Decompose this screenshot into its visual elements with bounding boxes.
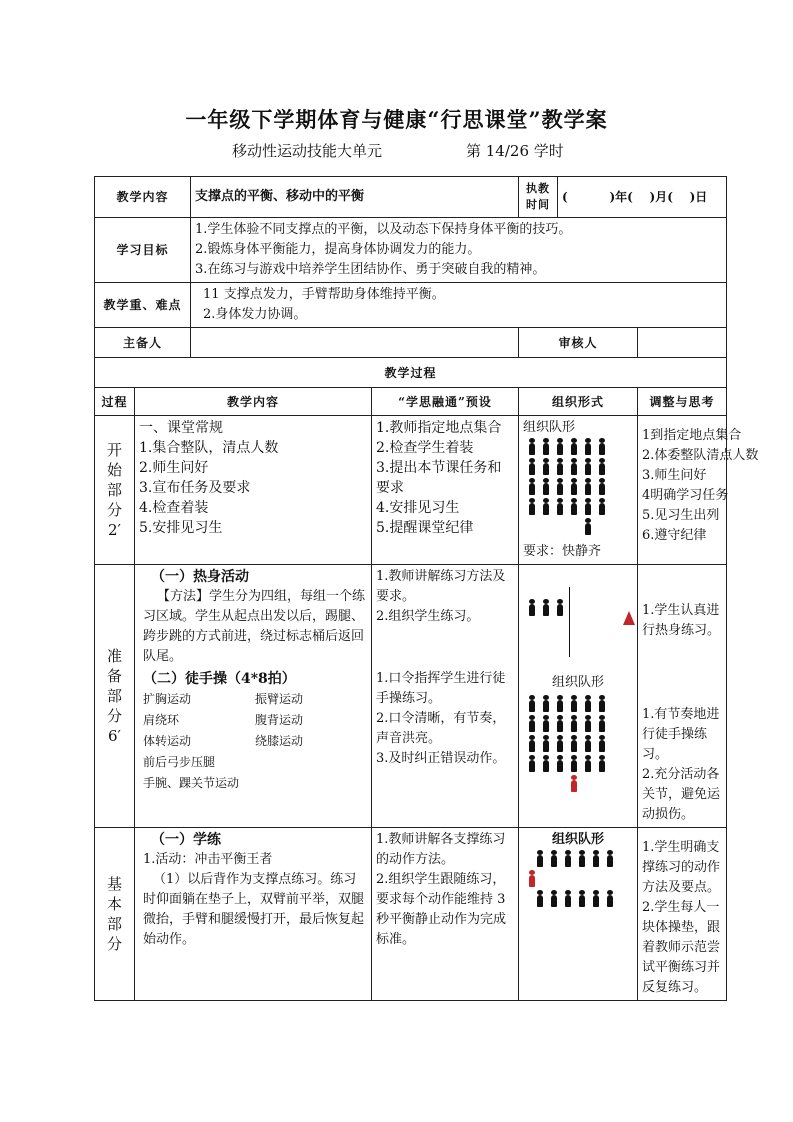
key-item: 2.身体发力协调。 bbox=[203, 307, 307, 322]
goal-item: 3.在练习与游戏中培养学生团结协作、勇于突破自我的精神。 bbox=[195, 262, 546, 277]
student-icon bbox=[543, 483, 549, 495]
student-icon bbox=[557, 463, 563, 475]
student-icon bbox=[543, 700, 549, 712]
student-icon bbox=[571, 463, 577, 475]
student-icon bbox=[529, 700, 535, 712]
student-icon bbox=[585, 720, 591, 732]
student-icon bbox=[571, 740, 577, 752]
student-icon bbox=[557, 740, 563, 752]
student-icon bbox=[585, 700, 591, 712]
student-icon bbox=[543, 760, 549, 772]
col-header-preset: “学思融通”预设 bbox=[372, 388, 519, 416]
basic-preset: 1.教师讲解各支撑练习的动作方法。 2.组织学生跟随练习，要求每个动作能维持 3 秒平衡静止动作为完成标准。 bbox=[372, 828, 519, 1001]
formation-diagram bbox=[523, 693, 633, 799]
student-icon bbox=[543, 443, 549, 455]
student-icon bbox=[543, 720, 549, 732]
cone-icon bbox=[623, 611, 635, 625]
student-icon bbox=[599, 720, 605, 732]
student-icon bbox=[599, 700, 605, 712]
start-preset: 1.教师指定地点集合 2.检查学生着装 3.提出本节课任务和要求 4.安排见习生 5.提醒课堂纪律 bbox=[372, 416, 519, 565]
reviewer-label: 审核人 bbox=[519, 328, 638, 358]
student-icon bbox=[551, 895, 557, 907]
student-icon bbox=[543, 503, 549, 515]
student-icon bbox=[565, 855, 571, 867]
student-icon bbox=[599, 740, 605, 752]
student-icon bbox=[543, 740, 549, 752]
gym-items: 扩胸运动 振臂运动 肩绕环 腹背运动 体转运动 绕膝运动 前后弓步压腿 手腕、踝关节运动 bbox=[143, 692, 304, 790]
student-icon bbox=[599, 443, 605, 455]
student-icon bbox=[557, 720, 563, 732]
key-points bbox=[191, 283, 727, 328]
student-icon bbox=[537, 855, 543, 867]
student-icon bbox=[557, 443, 563, 455]
student-icon bbox=[529, 720, 535, 732]
col-header-org: 组织形式 bbox=[519, 388, 638, 416]
student-icon bbox=[599, 483, 605, 495]
student-icon bbox=[579, 895, 585, 907]
student-icon bbox=[557, 503, 563, 515]
reviewer-value bbox=[638, 328, 727, 358]
goals bbox=[191, 218, 727, 283]
col-header-content: 教学内容 bbox=[135, 388, 372, 416]
warmup-text: 【方法】学生分为四组，每组一个练习区域。学生从起点出发以后，踢腿、跨步跳的方式前进，绕过标志桶后返回队尾。 bbox=[143, 589, 366, 664]
teacher-icon bbox=[571, 780, 577, 792]
student-icon bbox=[529, 503, 535, 515]
student-icon bbox=[585, 483, 591, 495]
student-icon bbox=[557, 700, 563, 712]
formation-diagram bbox=[523, 850, 633, 914]
stage-basic: 基 本 部 分 bbox=[95, 828, 135, 1001]
key-item: 11 支撑点发力，手臂帮助身体维持平衡。 bbox=[203, 287, 445, 302]
teacher-icon bbox=[529, 875, 535, 887]
goal-item: 1.学生体验不同支撑点的平衡，以及动态下保持身体平衡的技巧。 bbox=[195, 222, 572, 237]
stage-start: 开 始 部 分 2′ bbox=[95, 416, 135, 565]
student-icon bbox=[529, 760, 535, 772]
student-icon bbox=[585, 523, 591, 535]
student-icon bbox=[571, 700, 577, 712]
start-content: 一、课堂常规 1.集合整队，清点人数 2.师生问好 3.宣布任务及要求 4.检查着装 5.安排见习生 bbox=[135, 416, 372, 565]
warmup-diagram bbox=[523, 567, 633, 667]
prep-preset: 1.教师讲解练习方法及要求。 2.组织学生练习。 1.口令指挥学生进行徒手操练习。 2.口令清晰，有节奏，声音洪亮。 3.及时纠正错误动作。 bbox=[372, 565, 519, 828]
student-icon bbox=[593, 895, 599, 907]
process-title: 教学过程 bbox=[95, 358, 727, 388]
student-icon bbox=[585, 443, 591, 455]
date-label: 执教时间 bbox=[519, 177, 558, 218]
student-icon bbox=[599, 760, 605, 772]
stage-prep: 准 备 部 分 6′ bbox=[95, 565, 135, 828]
student-icon bbox=[557, 483, 563, 495]
content-value: 支撑点的平衡、移动中的平衡 bbox=[191, 177, 519, 218]
key-label: 教学重、难点 bbox=[95, 283, 191, 328]
student-icon bbox=[529, 443, 535, 455]
student-icon bbox=[529, 604, 535, 616]
student-icon bbox=[571, 443, 577, 455]
student-icon bbox=[565, 895, 571, 907]
student-icon bbox=[557, 604, 563, 616]
student-icon bbox=[571, 503, 577, 515]
basic-title: （一）学练 bbox=[151, 832, 221, 848]
student-icon bbox=[529, 740, 535, 752]
student-icon bbox=[529, 463, 535, 475]
student-icon bbox=[557, 760, 563, 772]
student-icon bbox=[607, 855, 613, 867]
org-requirement: 要求：快静齐 bbox=[523, 544, 602, 559]
prep-adjust: 1.学生认真进行热身练习。 1.有节奏地进行徒手操练习。 2.充分活动各关节，避免运动损伤。 bbox=[638, 565, 727, 828]
prep-content bbox=[135, 565, 372, 828]
gym-title: （二）徒手操（4*8拍） bbox=[143, 671, 296, 687]
basic-text: （1）以后背作为支撑点练习。练习时仰面躺在垫子上，双臂前平举，双腿微抬，手臂和腿缓慢打开，最后恢复起始动作。 bbox=[143, 872, 365, 947]
student-icon bbox=[529, 483, 535, 495]
student-icon bbox=[571, 483, 577, 495]
student-icon bbox=[593, 855, 599, 867]
student-icon bbox=[571, 760, 577, 772]
student-icon bbox=[599, 503, 605, 515]
student-icon bbox=[543, 604, 549, 616]
formation-diagram bbox=[523, 438, 633, 542]
preparer-label: 主备人 bbox=[95, 328, 191, 358]
basic-org bbox=[519, 828, 638, 1001]
student-icon bbox=[543, 463, 549, 475]
goal-item: 2.锻炼身体平衡能力，提高身体协调发力的能力。 bbox=[195, 242, 481, 257]
student-icon bbox=[551, 855, 557, 867]
start-org bbox=[519, 416, 638, 565]
student-icon bbox=[537, 895, 543, 907]
student-icon bbox=[571, 720, 577, 732]
basic-activity: 1.活动：冲击平衡王者 bbox=[143, 852, 273, 867]
lesson-number: 第 14/26 学时 bbox=[466, 142, 564, 160]
preparer-value bbox=[191, 328, 519, 358]
org-title: 组织队形 bbox=[552, 675, 605, 690]
col-header-adjust: 调整与思考 bbox=[638, 388, 727, 416]
basic-content bbox=[135, 828, 372, 1001]
student-icon bbox=[579, 855, 585, 867]
student-icon bbox=[585, 740, 591, 752]
date-value: ( )年( )月( )日 bbox=[558, 177, 727, 218]
student-icon bbox=[585, 760, 591, 772]
student-icon bbox=[585, 503, 591, 515]
page-title: 一年级下学期体育与健康“行思课堂”教学案 bbox=[185, 107, 608, 132]
col-header-stage: 过程 bbox=[95, 388, 135, 416]
warmup-title: （一）热身活动 bbox=[151, 569, 249, 585]
prep-org bbox=[519, 565, 638, 828]
student-icon bbox=[607, 895, 613, 907]
unit-name: 移动性运动技能大单元 bbox=[232, 142, 383, 160]
org-title: 组织队形 bbox=[552, 832, 605, 847]
goals-label: 学习目标 bbox=[95, 218, 191, 283]
basic-adjust: 1.学生明确支撑练习的动作方法及要点。 2.学生每人一块体操垫，跟着教师示范尝试平衡练习并反复练习。 bbox=[638, 828, 727, 1001]
start-adjust: 1到指定地点集合 2.体委整队清点人数 3.师生问好 4明确学习任务 5.见习生出列 6.遵守纪律 bbox=[638, 416, 727, 565]
student-icon bbox=[599, 463, 605, 475]
student-icon bbox=[585, 463, 591, 475]
content-label: 教学内容 bbox=[95, 177, 191, 218]
lesson-plan-table bbox=[94, 176, 759, 1001]
org-title: 组织队形 bbox=[523, 420, 576, 435]
